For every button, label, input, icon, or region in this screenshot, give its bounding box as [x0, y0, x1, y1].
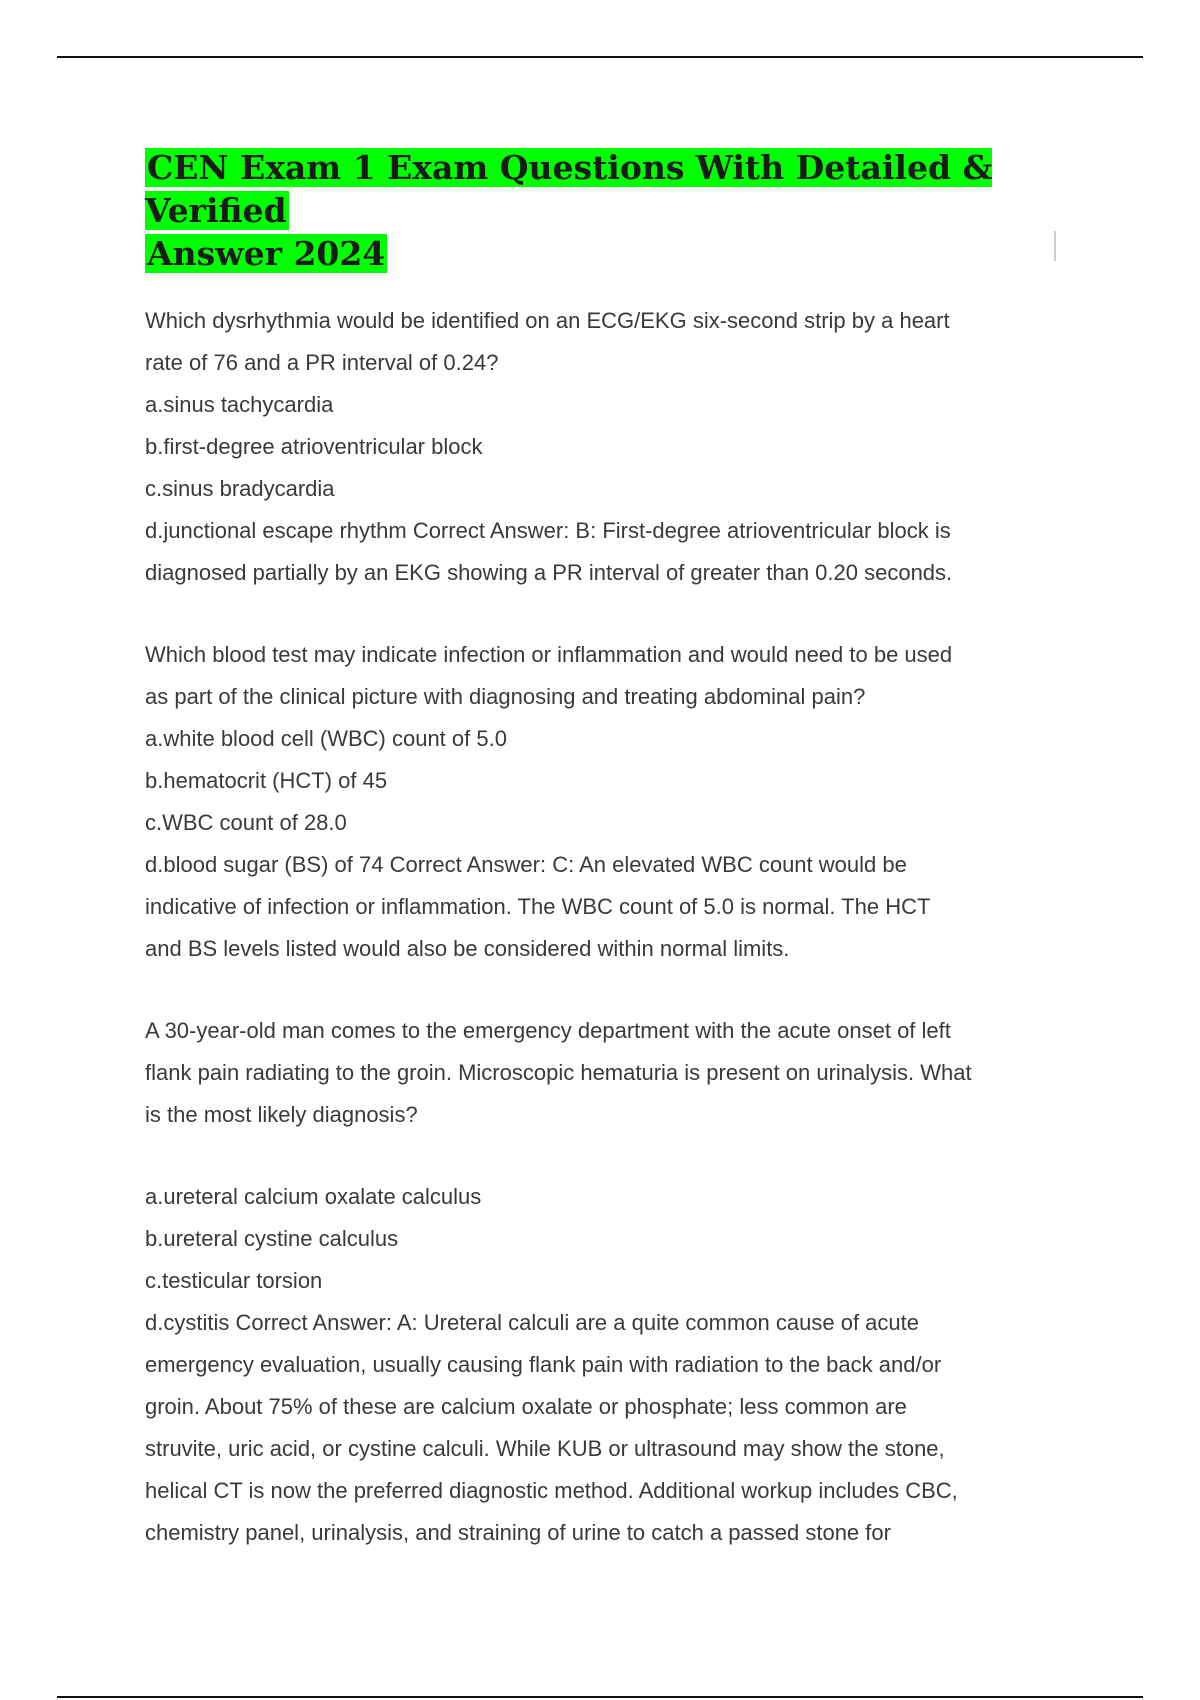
question-3-answer-line: groin. About 75% of these are calcium oxalate or phosphate; less common are: [145, 1394, 907, 1419]
bottom-rule: [57, 1696, 1143, 1698]
question-2-option-a: a.white blood cell (WBC) count of 5.0: [145, 726, 507, 751]
question-3-option-d-answer: d.cystitis Correct Answer: A: Ureteral calculi are a quite common cause of acute: [145, 1310, 919, 1335]
question-block-3: [145, 1010, 1065, 1554]
question-2-answer-line: and BS levels listed would also be considered within normal limits.: [145, 936, 790, 961]
document-title: [145, 146, 1045, 275]
question-2-answer-line: indicative of infection or inflammation. The WBC count of 5.0 is normal. The HCT: [145, 894, 931, 919]
question-3-option-b: b.ureteral cystine calculus: [145, 1226, 399, 1251]
title-line-2: Answer 2024: [147, 234, 386, 273]
question-3-stem-line: A 30-year-old man comes to the emergency department with the acute onset of left: [145, 1018, 951, 1043]
question-spacer: [145, 970, 1065, 1010]
question-2-option-b: b.hematocrit (HCT) of 45: [145, 768, 388, 793]
question-3-option-c: c.testicular torsion: [145, 1268, 323, 1293]
question-block-2: [145, 634, 1065, 970]
question-1-option-b: b.first-degree atrioventricular block: [145, 434, 483, 459]
stem-options-spacer: [145, 1136, 1065, 1176]
question-spacer: [145, 594, 1065, 634]
text-cursor-mark: [1054, 231, 1056, 261]
title-line-1: CEN Exam 1 Exam Questions With Detailed & Verified: [145, 148, 993, 230]
question-1-option-d-answer: d.junctional escape rhythm Correct Answer: B: First-degree atrioventricular block is: [145, 518, 951, 543]
question-1-stem-line: Which dysrhythmia would be identified on an ECG/EKG six-second strip by a heart: [145, 308, 950, 333]
question-2-option-c: c.WBC count of 28.0: [145, 810, 347, 835]
question-2-option-d-answer: d.blood sugar (BS) of 74 Correct Answer: C: An elevated WBC count would be: [145, 852, 907, 877]
question-3-answer-line: helical CT is now the preferred diagnostic method. Additional workup includes CBC,: [145, 1478, 958, 1503]
question-2-stem-line: as part of the clinical picture with diagnosing and treating abdominal pain?: [145, 684, 866, 709]
question-1-option-a: a.sinus tachycardia: [145, 392, 334, 417]
question-1-answer-line: diagnosed partially by an EKG showing a PR interval of greater than 0.20 seconds.: [145, 560, 953, 585]
question-2-stem-line: Which blood test may indicate infection or inflammation and would need to be used: [145, 642, 953, 667]
question-1-stem-line: rate of 76 and a PR interval of 0.24?: [145, 350, 499, 375]
top-rule: [57, 56, 1143, 58]
question-3-answer-line: struvite, uric acid, or cystine calculi. While KUB or ultrasound may show the stone,: [145, 1436, 945, 1461]
question-3-answer-line: chemistry panel, urinalysis, and straining of urine to catch a passed stone for: [145, 1520, 891, 1545]
question-3-option-a: a.ureteral calcium oxalate calculus: [145, 1184, 482, 1209]
question-block-1: [145, 300, 1065, 594]
question-1-option-c: c.sinus bradycardia: [145, 476, 335, 501]
question-3-stem-line: flank pain radiating to the groin. Microscopic hematuria is present on urinalysis. What: [145, 1060, 972, 1085]
document-body: [145, 300, 1065, 1554]
question-3-answer-line: emergency evaluation, usually causing flank pain with radiation to the back and/or: [145, 1352, 942, 1377]
question-3-stem-line: is the most likely diagnosis?: [145, 1102, 418, 1127]
